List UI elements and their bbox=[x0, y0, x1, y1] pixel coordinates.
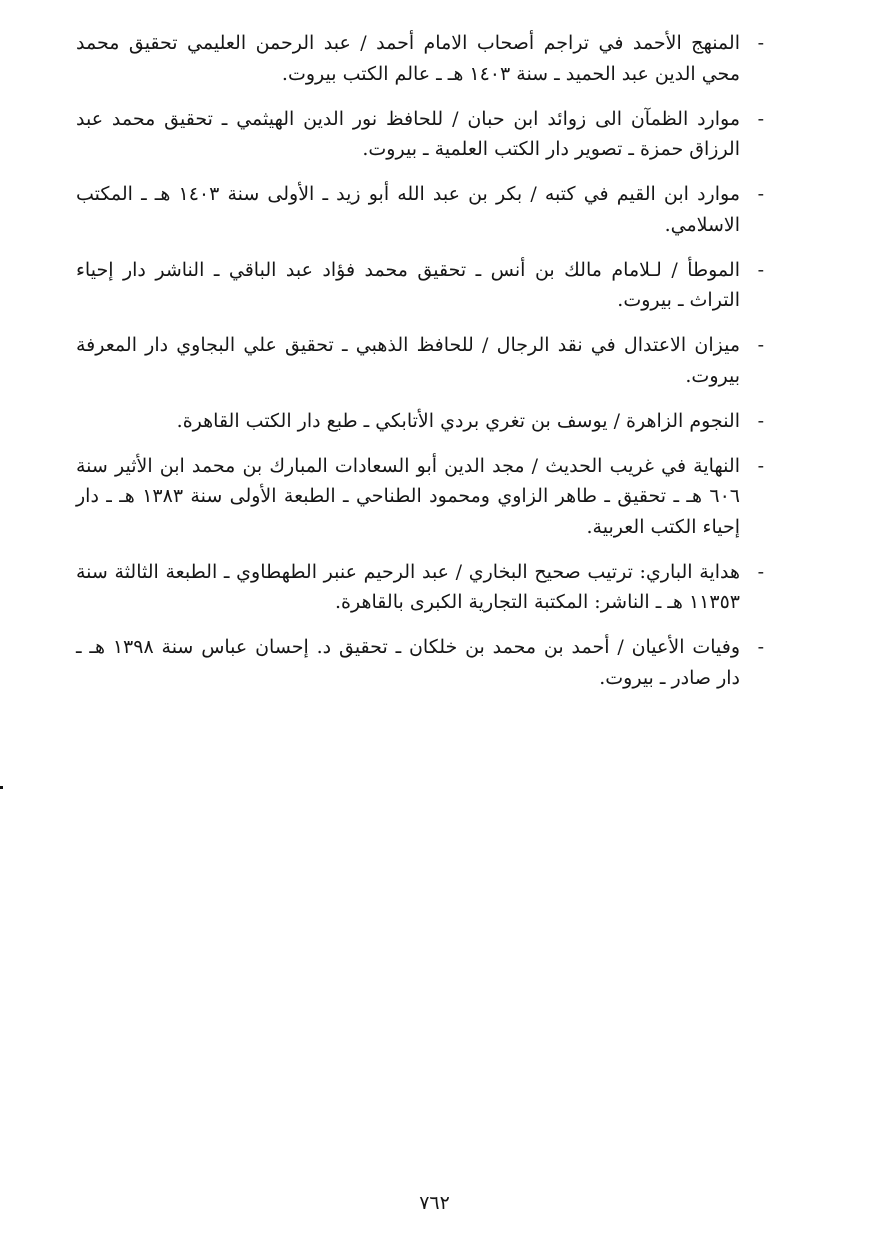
entry-text: المنهج الأحمد في تراجم أصحاب الامام أحمد / عبد الرحمن العليمي تحقيق محمد محي الدين عبد الحميد ـ سنة ١٤٠٣ هـ ـ عالم الكتب بيروت. bbox=[76, 32, 740, 85]
entry-text: النهاية في غريب الحديث / مجد الدين أبو السعادات المبارك بن محمد ابن الأثير سنة ٦٠٦ هـ ـ تحقيق ـ طاهر الزاوي ومحمود الطناحي ـ الطبعة الأولى سنة ١٣٨٣ هـ ـ دار إحياء الكتب العربية. bbox=[76, 454, 741, 538]
entry-text: ميزان الاعتدال في نقد الرجال / للحافظ الذهبي ـ تحقيق علي البجاوي دار المعرفة بيروت. bbox=[76, 334, 741, 387]
bibliography-entry bbox=[76, 179, 764, 240]
entry-text: الموطأ / لـلامام مالك بن أنس ـ تحقيق محمد فؤاد عبد الباقي ـ الناشر دار إحياء التراث ـ بيروت. bbox=[76, 258, 740, 311]
entry-text: موارد الظمآن الى زوائد ابن حبان / للحافظ نور الدين الهيثمي ـ تحقيق محمد عبد الرزاق حمزة ـ تصوير دار الكتب العلمية ـ بيروت. bbox=[76, 107, 740, 160]
entry-dash: - bbox=[757, 560, 764, 583]
entry-text: النجوم الزاهرة / يوسف بن تغري بردي الأتابكي ـ طبع دار الكتب القاهرة. bbox=[176, 409, 740, 432]
bibliography-entry bbox=[76, 451, 764, 543]
margin-mark bbox=[0, 786, 3, 789]
entry-dash: - bbox=[757, 107, 764, 130]
entry-dash: - bbox=[757, 183, 764, 205]
entry-text: موارد ابن القيم في كتبه / بكر بن عبد الله أبو زيد ـ الأولى سنة ١٤٠٣ هـ ـ المكتب الاسلامي. bbox=[76, 183, 740, 236]
bibliography-list bbox=[76, 28, 764, 708]
entry-text: وفيات الأعيان / أحمد بن محمد بن خلكان ـ تحقيق د. إحسان عباس سنة ١٣٩٨ هـ ـ دار صادر ـ بيروت. bbox=[76, 636, 741, 689]
entry-text: هداية الباري: ترتيب صحيح البخاري / عبد الرحيم عنبر الطهطاوي ـ الطبعة الثالثة سنة ١١٣٥٣ هـ ـ الناشر: المكتبة التجارية الكبرى بالقاهرة. bbox=[76, 560, 740, 613]
entry-dash: - bbox=[757, 636, 764, 658]
entry-dash: - bbox=[757, 454, 764, 477]
bibliography-entry bbox=[76, 406, 764, 437]
entry-dash: - bbox=[757, 258, 764, 281]
entry-dash: - bbox=[757, 334, 764, 356]
bibliography-entry bbox=[76, 330, 764, 391]
entry-dash: - bbox=[757, 409, 764, 432]
bibliography-entry bbox=[76, 28, 764, 89]
bibliography-entry bbox=[76, 632, 764, 693]
entry-dash: - bbox=[757, 32, 764, 54]
bibliography-entry bbox=[76, 557, 764, 618]
bibliography-entry bbox=[76, 104, 764, 165]
bibliography-entry bbox=[76, 255, 764, 316]
page-number: ٧٦٢ bbox=[419, 1192, 450, 1214]
